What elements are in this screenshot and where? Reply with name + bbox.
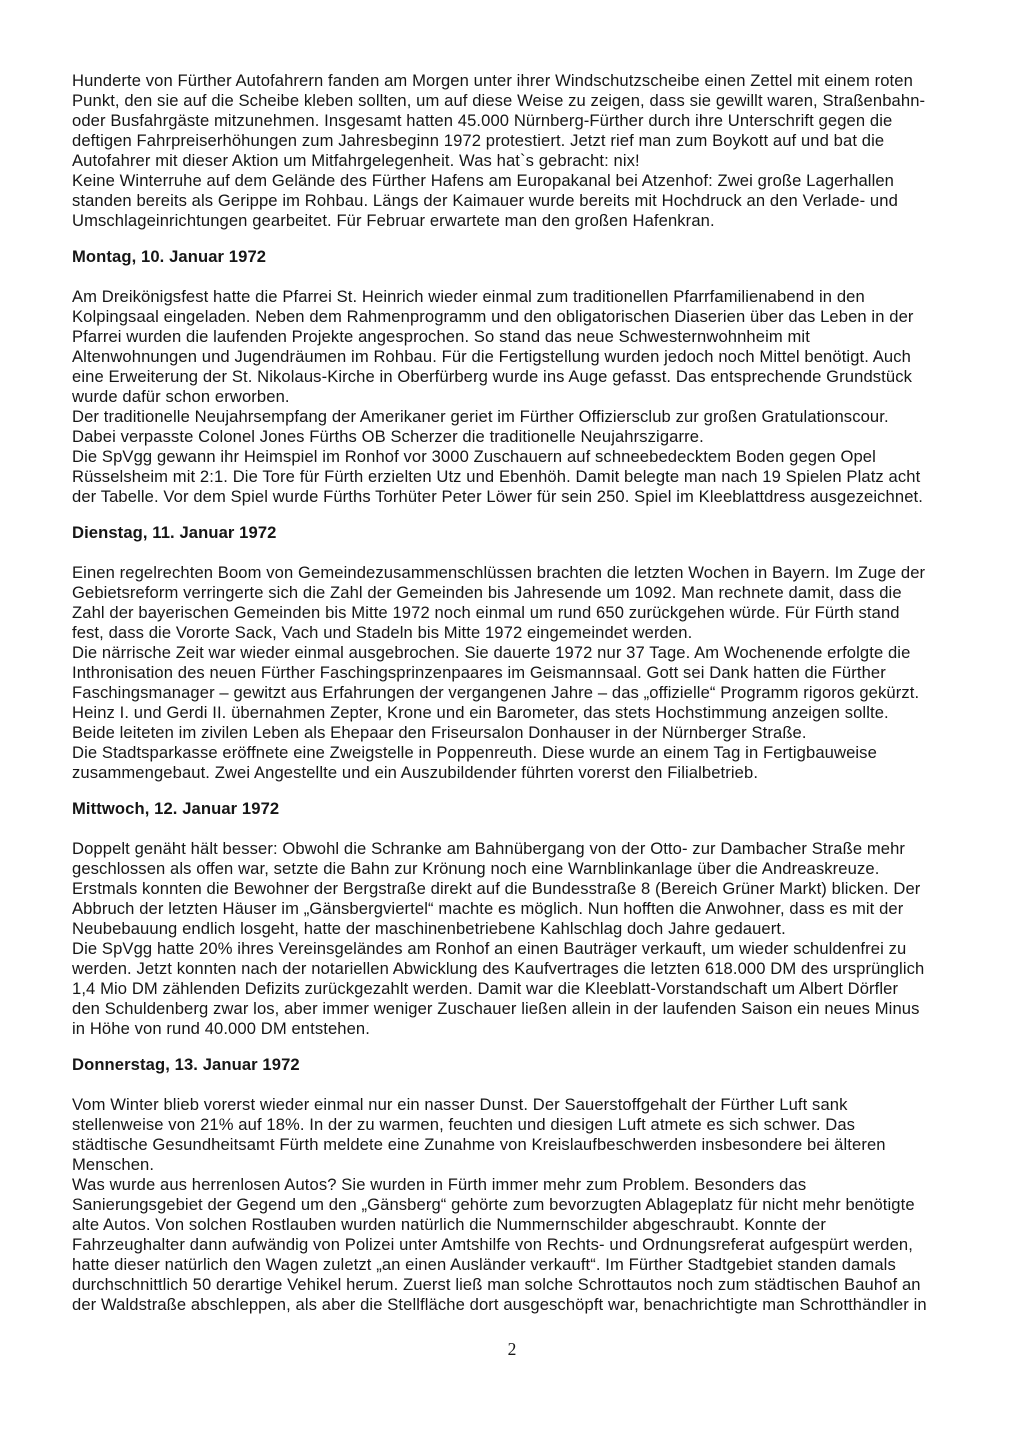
- paragraph: [72, 447, 964, 507]
- text-line: Die SpVgg hatte 20% ihres Vereinsgeländes am Ronhof an einen Bauträger verkauft, um wieder schuldenfrei zu: [72, 939, 907, 958]
- document-body: [72, 71, 964, 1315]
- text-line: Autofahrer mit dieser Aktion um Mitfahrgelegenheit. Was hat`s gebracht: nix!: [72, 151, 640, 170]
- text-line: der Tabelle. Vor dem Spiel wurde Fürths Torhüter Peter Löwer für sein 250. Spiel im Kleeblattdress ausgezeichnet.: [72, 487, 923, 506]
- text-line: Am Dreikönigsfest hatte die Pfarrei St. Heinrich wieder einmal zum traditionellen Pfarrfamilienabend in den: [72, 287, 865, 306]
- text-line: Faschingsmanager – gewitzt aus Erfahrungen der vergangenen Jahre – das „offizielle“ Programm rigoros gekürzt.: [72, 683, 920, 702]
- blank-line: [72, 1075, 964, 1095]
- text-line: wurde dafür schon erworben.: [72, 387, 290, 406]
- section-heading: Dienstag, 11. Januar 1972: [72, 523, 277, 542]
- paragraph: [72, 839, 964, 939]
- text-line: durchschnittlich 50 derartige Vehikel herum. Zuerst ließ man solche Schrottautos noch zum städtischen Bauhof an: [72, 1275, 921, 1294]
- paragraph: [72, 1175, 964, 1315]
- text-line: Punkt, den sie auf die Scheibe kleben sollten, um auf diese Weise zu zeigen, dass sie gewillt waren, Straßenbahn-: [72, 91, 926, 110]
- text-line: Sanierungsgebiet der Gegend um den „Gänsberg“ gehörte zum bevorzugten Ablageplatz für nicht mehr benötigte: [72, 1195, 915, 1214]
- section-heading: Donnerstag, 13. Januar 1972: [72, 1055, 300, 1074]
- text-line: Vom Winter blieb vorerst wieder einmal nur ein nasser Dunst. Der Sauerstoffgehalt der Fürther Luft sank: [72, 1095, 848, 1114]
- paragraph: [72, 171, 964, 231]
- text-line: Heinz I. und Gerdi II. übernahmen Zepter, Krone und ein Barometer, das stets Hochstimmung anzeigen sollte.: [72, 703, 889, 722]
- paragraph: [72, 407, 964, 447]
- text-line: Einen regelrechten Boom von Gemeindezusammenschlüssen brachten die letzten Wochen in Bayern. Im Zuge der: [72, 563, 926, 582]
- text-line: Menschen.: [72, 1155, 155, 1174]
- text-line: Fahrzeughalter dann aufwändig von Polizei unter Amtshilfe von Rechts- und Ordnungsreferat aufgespürt werden,: [72, 1235, 913, 1254]
- text-line: Keine Winterruhe auf dem Gelände des Fürther Hafens am Europakanal bei Atzenhof: Zwei große Lagerhallen: [72, 171, 895, 190]
- text-line: Neubebauung endlich losgeht, hatte der maschinenbetriebene Kahlschlag doch Jahre gedauert.: [72, 919, 786, 938]
- text-line: Dabei verpasste Colonel Jones Fürths OB Scherzer die traditionelle Neujahrszigarre.: [72, 427, 704, 446]
- blank-line: [72, 819, 964, 839]
- text-line: Umschlageinrichtungen gearbeitet. Für Februar erwartete man den großen Hafenkran.: [72, 211, 715, 230]
- text-line: fest, dass die Vororte Sack, Vach und Stadeln bis Mitte 1972 eingemeindet werden.: [72, 623, 693, 642]
- text-line: Der traditionelle Neujahrsempfang der Amerikaner geriet im Fürther Offiziersclub zur großen Gratulationscour.: [72, 407, 889, 426]
- text-line: geschlossen als offen war, setzte die Bahn zur Krönung noch eine Warnblinkanlage über die Andreaskreuze.: [72, 859, 880, 878]
- text-line: oder Busfahrgäste mitzunehmen. Insgesamt hatten 45.000 Nürnberg-Fürther durch ihre Unterschrift gegen die: [72, 111, 893, 130]
- text-line: Kolpingsaal eingeladen. Neben dem Rahmenprogramm und den obligatorischen Diaserien über das Leben in der: [72, 307, 914, 326]
- blank-line: [72, 543, 964, 563]
- blank-line: [72, 783, 964, 799]
- text-line: Was wurde aus herrenlosen Autos? Sie wurden in Fürth immer mehr zum Problem. Besonders das: [72, 1175, 807, 1194]
- text-line: Doppelt genäht hält besser: Obwohl die Schranke am Bahnübergang von der Otto- zur Dambacher Straße mehr: [72, 839, 906, 858]
- section-heading: Mittwoch, 12. Januar 1972: [72, 799, 280, 818]
- text-line: Rüsselsheim mit 2:1. Die Tore für Fürth erzielten Utz und Ebenhöh. Damit belegte man nach 19 Spielen Platz acht: [72, 467, 921, 486]
- text-line: standen bereits als Gerippe im Rohbau. Längs der Kaimauer wurde bereits mit Hochdruck an den Verlade- und: [72, 191, 898, 210]
- blank-line: [72, 507, 964, 523]
- text-line: städtische Gesundheitsamt Fürth meldete eine Zunahme von Kreislaufbeschwerden insbesondere bei älteren: [72, 1135, 886, 1154]
- text-line: hatte dieser natürlich den Wagen zuletzt „an einen Ausländer verkauft“. Im Fürther Stadtgebiet standen damals: [72, 1255, 896, 1274]
- text-line: Zahl der bayerischen Gemeinden bis Mitte 1972 noch einmal um rund 650 zurückgehen würde. Für Fürth stand: [72, 603, 900, 622]
- text-line: 1,4 Mio DM zählenden Defizits zurückgezahlt werden. Damit war die Kleeblatt-Vorstandschaft um Albert Dörfler: [72, 979, 899, 998]
- paragraph: [72, 939, 964, 1039]
- paragraph: [72, 1095, 964, 1175]
- text-line: Beide leiteten im zivilen Leben als Ehepaar den Friseursalon Donhauser in der Nürnberger Straße.: [72, 723, 807, 742]
- blank-line: [72, 231, 964, 247]
- text-line: stellenweise von 21% auf 18%. In der zu warmen, feuchten und diesigen Luft atmete es sich schwer. Das: [72, 1115, 856, 1134]
- section-heading: Montag, 10. Januar 1972: [72, 247, 267, 266]
- text-line: Die Stadtsparkasse eröffnete eine Zweigstelle in Poppenreuth. Diese wurde an einem Tag in Fertigbauweise: [72, 743, 877, 762]
- text-line: deftigen Fahrpreiserhöhungen zum Jahresbeginn 1972 protestiert. Jetzt rief man zum Boykott auf und bat die: [72, 131, 885, 150]
- text-line: Pfarrei wurden die laufenden Projekte angesprochen. So stand das neue Schwesternwohnheim mit: [72, 327, 810, 346]
- blank-line: [72, 1039, 964, 1055]
- text-line: Gebietsreform verringerte sich die Zahl der Gemeinden bis Jahresende um 1092. Man rechnete damit, dass die: [72, 583, 902, 602]
- text-line: in Höhe von rund 40.000 DM entstehen.: [72, 1019, 370, 1038]
- paragraph: [72, 563, 964, 643]
- text-line: Inthronisation des neuen Fürther Faschingsprinzenpaares im Geismannsaal. Gott sei Dank hatten die Fürther: [72, 663, 886, 682]
- text-line: der Waldstraße abschleppen, als aber die Stellfläche dort ausgeschöpft war, benachrichtigte man Schrotthändler in: [72, 1295, 927, 1314]
- paragraph: [72, 287, 964, 407]
- text-line: den Schuldenberg zwar los, aber immer weniger Zuschauer ließen allein in der laufenden Saison ein neues Minus: [72, 999, 920, 1018]
- paragraph: [72, 743, 964, 783]
- text-line: zusammengebaut. Zwei Angestellte und ein Auszubildender führten vorerst den Filialbetrieb.: [72, 763, 759, 782]
- text-line: Die närrische Zeit war wieder einmal ausgebrochen. Sie dauerte 1972 nur 37 Tage. Am Wochenende erfolgte die: [72, 643, 911, 662]
- text-line: eine Erweiterung der St. Nikolaus-Kirche in Oberfürberg wurde ins Auge gefasst. Das entsprechende Grundstück: [72, 367, 912, 386]
- text-line: werden. Jetzt konnten nach der notariellen Abwicklung des Kaufvertrages die letzten 618.000 DM des ursprünglich: [72, 959, 925, 978]
- text-line: alte Autos. Von solchen Rostlauben wurden natürlich die Nummernschilder abgeschraubt. Konnte der: [72, 1215, 826, 1234]
- page-number: 2: [507, 1339, 517, 1359]
- paragraph: [72, 71, 964, 171]
- text-line: Hunderte von Fürther Autofahrern fanden am Morgen unter ihrer Windschutzscheibe einen Zettel mit einem roten: [72, 71, 913, 90]
- text-line: Die SpVgg gewann ihr Heimspiel im Ronhof vor 3000 Zuschauern auf schneebedecktem Boden gegen Opel: [72, 447, 876, 466]
- text-line: Altenwohnungen und Jugendräumen im Rohbau. Für die Fertigstellung wurden jedoch noch Mittel benötigt. Auch: [72, 347, 911, 366]
- text-line: Abbruch der letzten Häuser im „Gänsbergviertel“ machte es möglich. Nun hofften die Anwohner, dass es mit der: [72, 899, 904, 918]
- paragraph: [72, 643, 964, 743]
- blank-line: [72, 267, 964, 287]
- text-line: Erstmals konnten die Bewohner der Bergstraße direkt auf die Bundesstraße 8 (Bereich Grüner Markt) blicken. Der: [72, 879, 921, 898]
